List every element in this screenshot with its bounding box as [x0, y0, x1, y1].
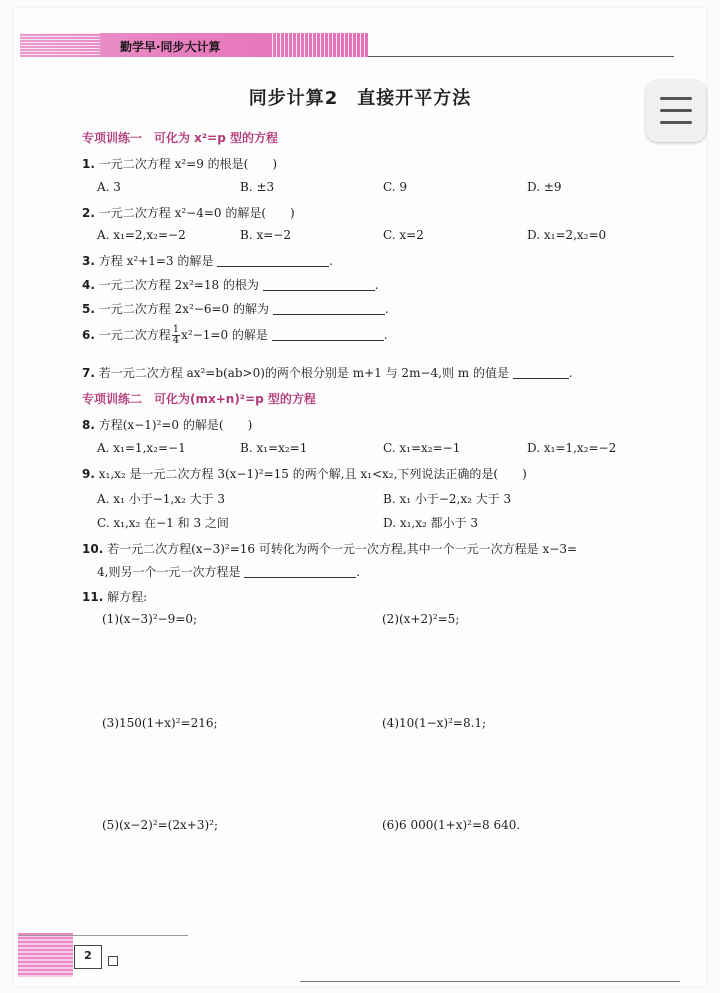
footer-box-icon — [108, 956, 118, 966]
answer-blank[interactable] — [263, 278, 375, 291]
fraction-denominator: 4 — [172, 335, 180, 346]
question-number: 11. — [82, 590, 104, 604]
option-d: D. x₁,x₂ 都小于 3 — [383, 516, 479, 530]
question-number: 7. — [82, 366, 95, 380]
answer-blank[interactable] — [244, 565, 356, 578]
question-number: 6. — [82, 328, 95, 342]
question-text: x₁,x₂ 是一元二次方程 3(x−1)²=15 的两个解,且 x₁<x₂,下列说法正确的是( ) — [98, 467, 527, 481]
question-text: 一元二次方程 x²−4=0 的解是( ) — [98, 206, 295, 220]
page-title: 同步计算2 直接开平方法 — [248, 88, 472, 109]
question-text: 方程 x²+1=3 的解是 — [98, 254, 214, 268]
option-a: A. x₁ 小于−1,x₂ 大于 3 — [97, 492, 226, 506]
option-b: B. ±3 — [240, 180, 275, 194]
option-b: B. x=−2 — [240, 228, 291, 242]
question-2 — [82, 204, 295, 221]
question-5 — [82, 300, 389, 317]
option-d: D. x₁=1,x₂=−2 — [527, 441, 617, 455]
footer-rule — [18, 935, 188, 936]
answer-blank[interactable] — [217, 254, 329, 267]
question-text: 一元二次方程 2x²−6=0 的解为 — [98, 302, 269, 316]
question-7 — [82, 364, 573, 381]
question-1 — [82, 155, 277, 172]
section-heading-2: 专项训练二 可化为(mx+n)²=p 型的方程 — [82, 392, 316, 406]
option-c: C. x₁,x₂ 在−1 和 3 之间 — [97, 516, 229, 530]
question-end: . — [374, 278, 379, 292]
question-number: 9. — [82, 467, 95, 481]
question-end: . — [329, 254, 333, 268]
header-stripes-right — [272, 33, 368, 57]
answer-blank[interactable] — [513, 366, 569, 379]
header-title: 勤学早·同步大计算 — [120, 40, 221, 54]
question-number: 5. — [82, 302, 95, 316]
question-text: 若一元二次方程 ax²=b(ab>0)的两个根分别是 m+1 与 2m−4,则 m 的值是 — [98, 366, 509, 380]
footer-stripes — [18, 933, 73, 977]
question-end: . — [568, 366, 573, 380]
question-4 — [82, 276, 379, 293]
question-text: 若一元二次方程(x−3)²=16 可转化为两个一元一次方程,其中一个一元一次方程是 x−3= — [107, 542, 578, 556]
question-end: . — [384, 302, 389, 316]
option-a: A. x₁=1,x₂=−1 — [97, 441, 186, 455]
question-number: 4. — [82, 278, 95, 292]
answer-blank[interactable] — [272, 328, 384, 341]
page-number: 2 — [74, 945, 102, 969]
equation-5: (5)(x−2)²=(2x+3)²; — [102, 818, 218, 832]
question-text: 一元二次方程 — [98, 328, 171, 342]
option-d: D. x₁=2,x₂=0 — [527, 228, 607, 242]
option-a: A. 3 — [97, 180, 121, 194]
question-3 — [82, 252, 333, 269]
question-number: 1. — [82, 157, 95, 171]
question-number: 10. — [82, 542, 104, 556]
question-number: 3. — [82, 254, 95, 268]
question-8 — [82, 416, 252, 433]
question-text: 方程(x−1)²=0 的解是( ) — [98, 418, 253, 432]
option-b: B. x₁ 小于−2,x₂ 大于 3 — [383, 492, 512, 506]
question-text-tail: x²−1=0 的解是 — [181, 328, 268, 342]
question-number: 8. — [82, 418, 95, 432]
page-bottom-edge — [300, 981, 680, 982]
question-11 — [82, 588, 147, 605]
question-end: . — [356, 565, 361, 579]
option-b: B. x₁=x₂=1 — [240, 441, 308, 455]
option-a: A. x₁=2,x₂=−2 — [97, 228, 186, 242]
section-heading-1: 专项训练一 可化为 x²=p 型的方程 — [82, 131, 278, 145]
question-text: 解方程: — [107, 590, 148, 604]
equation-1: (1)(x−3)²−9=0; — [102, 612, 198, 626]
answer-blank[interactable] — [273, 302, 385, 315]
header-stripes-left — [20, 33, 100, 57]
equation-3: (3)150(1+x)²=216; — [102, 716, 218, 730]
equation-4: (4)10(1−x)²=8.1; — [382, 716, 487, 730]
question-10-continued — [97, 563, 360, 580]
question-number: 2. — [82, 206, 95, 220]
question-6 — [82, 325, 388, 346]
option-c: C. 9 — [383, 180, 408, 194]
equation-6: (6)6 000(1+x)²=8 640. — [382, 818, 521, 832]
fraction-numerator: 1 — [172, 324, 180, 335]
menu-icon-bar-bottom — [660, 121, 692, 124]
header-rule — [368, 56, 674, 57]
option-c: C. x₁=x₂=−1 — [383, 441, 461, 455]
question-text: 一元二次方程 2x²=18 的根为 — [98, 278, 259, 292]
question-end: . — [383, 328, 388, 342]
equation-2: (2)(x+2)²=5; — [382, 612, 460, 626]
question-9 — [82, 465, 527, 482]
question-10 — [82, 540, 577, 557]
question-text: 4,则另一个一元一次方程是 — [97, 565, 241, 579]
option-d: D. ±9 — [527, 180, 562, 194]
fraction — [172, 325, 180, 346]
option-c: C. x=2 — [383, 228, 424, 242]
question-text: 一元二次方程 x²=9 的根是( ) — [98, 157, 278, 171]
